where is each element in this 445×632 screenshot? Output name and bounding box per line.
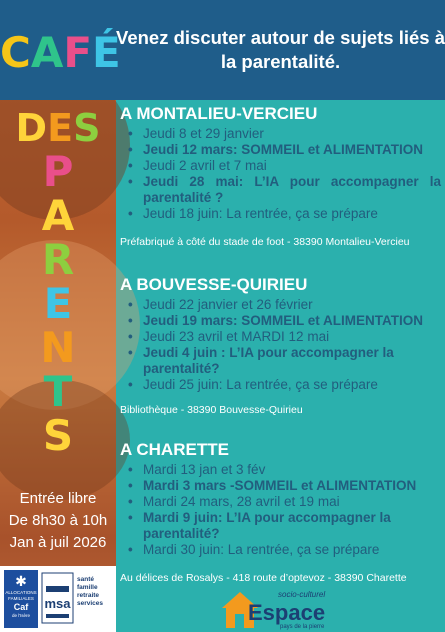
list-item: • Jeudi 12 mars: SOMMEIL et ALIMENTATION [116, 142, 441, 158]
caf-text: ALLOCATIONS [5, 590, 37, 595]
msa-tagline [77, 576, 103, 608]
list-item: • Jeudi 25 juin: La rentrée, ça se prépare [116, 377, 441, 393]
title-letter: S [42, 411, 74, 460]
header-line: Venez discuter autour de sujets liés à [116, 27, 445, 48]
title-letter: N [40, 323, 76, 372]
caf-logo [4, 570, 38, 628]
entry-hours: De 8h30 à 10h [8, 512, 108, 529]
espace-main-text: Espace [248, 600, 326, 625]
section-title: A BOUVESSE-QUIRIEU [120, 275, 308, 294]
title-letter: T [43, 367, 73, 416]
espace-top-text: socio-culturel [278, 590, 326, 599]
location: Préfabriqué à côté du stade de foot - 38390 Montalieu-Vercieu [120, 236, 410, 248]
list-item: • Jeudi 28 mai: L’IA pour accompagner la parentalité ? [116, 174, 441, 206]
list-item: • Jeudi 4 juin : L’IA pour accompagner la parentalité? [116, 345, 441, 377]
title-letter: E [47, 106, 74, 150]
title-letter: F [63, 28, 93, 77]
list-item: • Mardi 13 jan et 3 fév [116, 462, 441, 478]
location: Bibliothèque - 38390 Bouvesse-Quirieu [120, 404, 303, 416]
entry-info [0, 488, 116, 554]
title-letter: E [43, 279, 73, 328]
title-letter: D [15, 106, 48, 150]
msa-logo [41, 572, 74, 624]
title-letter: S [73, 106, 101, 150]
espace-sub-text: pays de la pierre [280, 624, 325, 630]
caf-star-icon: ✱ [15, 573, 27, 589]
title-cafe [0, 28, 121, 77]
title-letter: P [42, 147, 74, 196]
list-item: • Jeudi 22 janvier et 26 février [116, 297, 441, 313]
caf-text: FAMILIALES [8, 596, 34, 601]
msa-text: msa [44, 596, 71, 611]
date-list [116, 126, 441, 222]
header-title [116, 26, 445, 74]
list-item: • Jeudi 8 et 29 janvier [116, 126, 441, 142]
partner-logos [0, 566, 116, 632]
title-letter: É [92, 28, 121, 77]
list-item: • Jeudi 18 juin: La rentrée, ça se prépare [116, 206, 441, 222]
entry-free: Entrée libre [19, 490, 97, 507]
msa-tagline-line: santé [77, 576, 94, 583]
title-parents [0, 147, 116, 460]
title-des [0, 106, 116, 150]
msa-tagline-line: famille [77, 584, 98, 591]
entry-period: Jan à juil 2026 [9, 534, 107, 551]
title-letter: A [41, 191, 75, 240]
msa-tagline-line: retraite [77, 592, 100, 599]
list-item: • Mardi 9 juin: L’IA pour accompagner la parentalité? [116, 510, 441, 542]
msa-tagline-line: services [77, 600, 104, 607]
espace-logo [218, 584, 338, 630]
date-list [116, 297, 441, 393]
title-letter: A [30, 28, 64, 77]
section-title: A MONTALIEU-VERCIEU [120, 104, 318, 123]
title-letter: C [0, 28, 31, 77]
title-letter: R [41, 235, 75, 284]
caf-text: de l'Isère [11, 613, 31, 618]
list-item: • Jeudi 23 avril et MARDI 12 mai [116, 329, 441, 345]
list-item: • Jeudi 19 mars: SOMMEIL et ALIMENTATION [116, 313, 441, 329]
caf-text: Caf [13, 602, 29, 612]
header-line: la parentalité. [220, 51, 341, 72]
section-title: A CHARETTE [120, 440, 229, 459]
list-item: • Mardi 30 juin: La rentrée, ça se prépare [116, 542, 441, 558]
list-item: • Mardi 24 mars, 28 avril et 19 mai [116, 494, 441, 510]
date-list [116, 462, 441, 558]
location: Au délices de Rosalys - 418 route d’optevoz - 38390 Charette [120, 572, 407, 584]
list-item: • Mardi 3 mars -SOMMEIL et ALIMENTATION [116, 478, 441, 494]
list-item: • Jeudi 2 avril et 7 mai [116, 158, 441, 174]
